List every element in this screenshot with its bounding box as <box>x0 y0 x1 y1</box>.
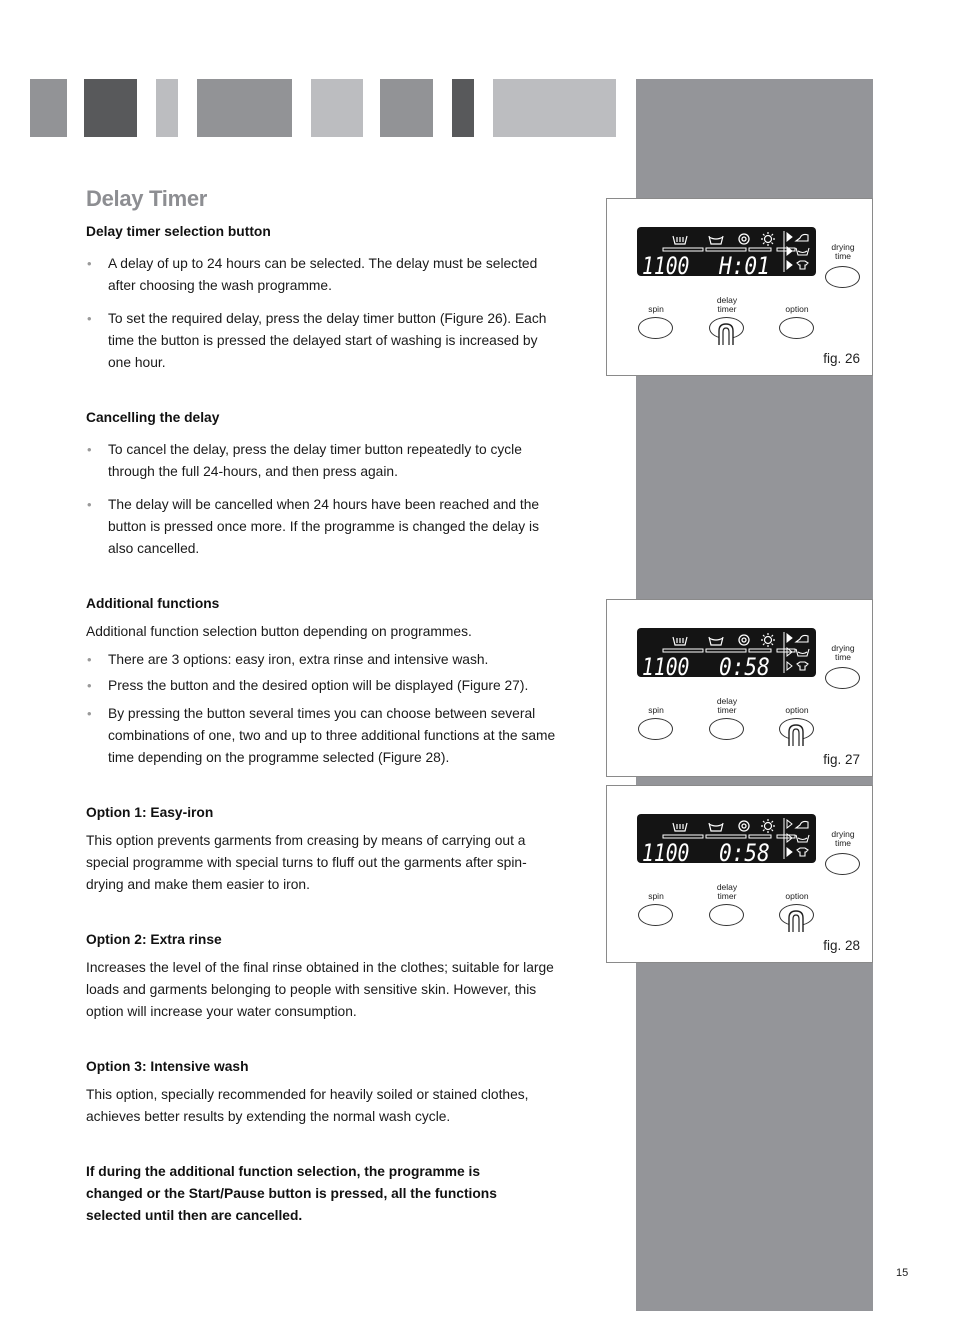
end-icon <box>761 633 775 647</box>
option-label: option <box>785 705 809 715</box>
drying-time-button[interactable] <box>825 853 860 875</box>
delay-timer-label-line: timer <box>717 304 737 314</box>
spin-label: spin <box>648 705 664 715</box>
extra-rinse-option-icon <box>796 248 809 255</box>
easy-iron-option-icon <box>796 821 808 828</box>
header-block-7 <box>452 79 474 137</box>
spin-label: spin <box>648 891 664 901</box>
drying-time-label-line: time <box>834 652 852 662</box>
additional-intro: Additional function selection button depending on programmes. <box>86 624 472 639</box>
drying-time-button[interactable] <box>825 266 860 288</box>
section-heading-option-1: Option 1: Easy-iron <box>86 805 214 820</box>
option-arrow-icon <box>787 233 792 241</box>
bullet-list-additional <box>86 649 556 769</box>
end-icon <box>761 232 775 246</box>
header-block-3 <box>156 79 178 137</box>
section-heading-option-2: Option 2: Extra rinse <box>86 932 222 947</box>
prewash-icon <box>673 637 687 645</box>
section-heading-cancelling: Cancelling the delay <box>86 410 220 425</box>
spin-label: spin <box>648 304 664 314</box>
easy-iron-option-icon <box>796 635 808 642</box>
delay-timer-label-line: timer <box>717 705 737 715</box>
option-1-text: This option prevents garments from creasing by means of carrying out a special programme with special turns to fluff out the garments after spin-drying and make them easier to iron. <box>86 833 527 892</box>
figure-28 <box>606 785 873 963</box>
header-block-2 <box>84 79 137 137</box>
time-readout: 0:58 <box>719 653 770 681</box>
drying-time-label-line: time <box>834 838 852 848</box>
delay-timer-label-line: delay <box>716 882 738 892</box>
time-readout: 0:58 <box>719 839 770 867</box>
finger-press-icon <box>715 321 737 345</box>
spin-button[interactable] <box>638 317 673 339</box>
header-block-5 <box>311 79 363 137</box>
drying-time-button[interactable] <box>825 667 860 689</box>
list-item: • There are 3 options: easy iron, extra rinse and intensive wash. <box>86 649 556 671</box>
delay-timer-label <box>702 883 752 901</box>
drying-time-label <box>818 644 868 662</box>
progress-bar <box>777 248 795 251</box>
figure-caption: fig. 28 <box>823 938 860 953</box>
progress-bar <box>749 248 771 251</box>
page-number: 15 <box>896 1267 909 1279</box>
progress-bar <box>749 649 771 652</box>
option-button[interactable] <box>779 317 814 339</box>
delay-timer-button[interactable] <box>709 718 744 740</box>
prewash-icon <box>673 823 687 831</box>
progress-bar <box>706 248 746 251</box>
bullet-list-cancelling <box>86 439 556 560</box>
option-arrow-icon <box>787 820 792 828</box>
delay-timer-label-line: delay <box>716 696 738 706</box>
intensive-wash-option-icon <box>797 848 808 856</box>
option-arrow-icon <box>787 634 792 642</box>
intensive-wash-option-icon <box>797 662 808 670</box>
spin-icon <box>739 635 749 645</box>
list-item: • The delay will be cancelled when 24 hours have been reached and the button is pressed once more. If the programme is changed the delay is also cancelled. <box>86 494 556 560</box>
page-title: Delay Timer <box>86 186 208 211</box>
option-2-text: Increases the level of the final rinse obtained in the clothes; suitable for large loads and garments belonging to people with sensitive skin. However, this option will increase your water consumption. <box>86 960 554 1019</box>
drying-time-label-line: time <box>834 251 852 261</box>
lcd-display <box>637 814 816 867</box>
drying-time-label <box>818 830 868 848</box>
list-item: • To set the required delay, press the delay timer button (Figure 26). Each time the button is pressed the delayed start of washing is increased by one hour. <box>86 308 556 374</box>
figure-26 <box>606 198 873 376</box>
main-content <box>86 186 556 1227</box>
progress-bar <box>663 835 703 838</box>
extra-rinse-option-icon <box>796 649 809 656</box>
list-item: • By pressing the button several times you can choose between several combinations of one, two and up to three additional functions at the same time depending on the programme selected (Figure 28). <box>86 703 556 769</box>
spin-speed-readout: 1100 <box>642 252 690 280</box>
end-icon <box>761 819 775 833</box>
progress-bar <box>777 649 795 652</box>
delay-timer-label-line: timer <box>717 891 737 901</box>
drying-time-label-line: drying <box>831 829 855 839</box>
section-heading-option-3: Option 3: Intensive wash <box>86 1059 249 1074</box>
list-item: • To cancel the delay, press the delay timer button repeatedly to cycle through the full 24-hours, and then press again. <box>86 439 556 483</box>
spin-icon <box>739 234 749 244</box>
option-arrow-icon <box>787 261 792 269</box>
figure-27 <box>606 599 873 777</box>
drying-time-label-line: drying <box>831 643 855 653</box>
option-3-text: This option, specially recommended for heavily soiled or stained clothes, achieves better results by extending the normal wash cycle. <box>86 1087 529 1124</box>
intensive-wash-option-icon <box>797 261 808 269</box>
delay-timer-label <box>702 296 752 314</box>
delay-timer-label <box>702 697 752 715</box>
finger-press-icon <box>785 722 807 746</box>
option-arrow-icon <box>787 848 792 856</box>
prewash-icon <box>673 236 687 244</box>
spin-icon <box>739 821 749 831</box>
hand-icon <box>785 908 807 932</box>
progress-bar <box>663 248 703 251</box>
easy-iron-option-icon <box>796 234 808 241</box>
wash-icon <box>709 637 723 645</box>
bullet-list-delay-timer <box>86 253 556 374</box>
wash-icon <box>709 823 723 831</box>
spin-speed-readout: 1100 <box>642 839 690 867</box>
option-label: option <box>785 304 809 314</box>
extra-rinse-option-icon <box>796 835 809 842</box>
progress-bar <box>663 649 703 652</box>
spin-button[interactable] <box>638 904 673 926</box>
header-block-6 <box>380 79 433 137</box>
hand-icon <box>715 321 737 345</box>
figure-caption: fig. 27 <box>823 752 860 767</box>
header-block-4 <box>197 79 292 137</box>
progress-bar <box>706 835 746 838</box>
section-heading-additional: Additional functions <box>86 596 220 611</box>
lcd-display <box>637 227 816 280</box>
drying-time-label-line: drying <box>831 242 855 252</box>
cancellation-note: If during the additional function selection, the programme is changed or the Start/Pause button is pressed, all the functions selected until then are cancelled. <box>86 1164 497 1223</box>
progress-bar <box>749 835 771 838</box>
time-readout: H:01 <box>719 252 770 280</box>
delay-timer-button[interactable] <box>709 904 744 926</box>
drying-time-label <box>818 243 868 261</box>
hand-icon <box>785 722 807 746</box>
list-item: • Press the button and the desired option will be displayed (Figure 27). <box>86 675 556 697</box>
section-heading-delay-timer: Delay timer selection button <box>86 224 271 239</box>
header-block-1 <box>30 79 67 137</box>
spin-speed-readout: 1100 <box>642 653 690 681</box>
finger-press-icon <box>785 908 807 932</box>
progress-bar <box>777 835 795 838</box>
progress-bar <box>706 649 746 652</box>
lcd-display <box>637 628 816 681</box>
header-block-8 <box>493 79 616 137</box>
list-item: • A delay of up to 24 hours can be selected. The delay must be selected after choosing the wash programme. <box>86 253 556 297</box>
figure-caption: fig. 26 <box>823 351 860 366</box>
option-label: option <box>785 891 809 901</box>
wash-icon <box>709 236 723 244</box>
spin-button[interactable] <box>638 718 673 740</box>
delay-timer-label-line: delay <box>716 295 738 305</box>
option-arrow-icon <box>787 662 792 670</box>
